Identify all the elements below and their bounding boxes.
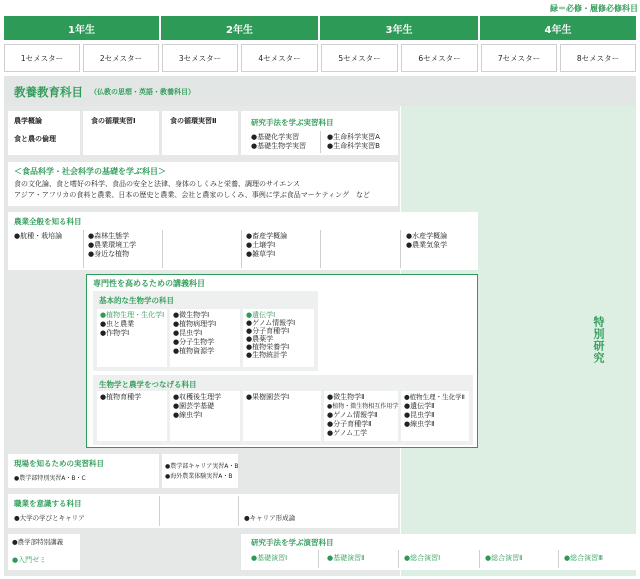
genba-c1: ●農学部特別実習A・B・C (14, 475, 86, 482)
t5-2: ●昆虫学Ⅱ (404, 411, 435, 419)
kenkyu-jisshu-title: 研究手法を学ぶ実習科目 (251, 118, 334, 127)
genba-title: 現場を知るための実習科目 (14, 459, 104, 468)
semester-4: 4セメスター (241, 44, 318, 72)
seimei-kagaku-jisshu-a: ●生命科学実習A (327, 133, 380, 141)
shoku-box (8, 162, 398, 206)
k3-0: ●遺伝学Ⅰ (246, 311, 276, 319)
year-4-header: 4年生 (480, 16, 636, 40)
semester-1: 1セメスター (4, 44, 80, 72)
nogyo-c2-0: ●森林生態学 (88, 232, 130, 240)
kiso-enshu-2: ●基礎演習Ⅱ (327, 554, 365, 562)
semester-2: 2セメスター (83, 44, 159, 72)
k1-1: ●虫と農業 (100, 320, 135, 328)
kiso-kagaku-jisshu: ●基礎化学実習 (251, 133, 300, 141)
shokugyo-divider-2 (238, 496, 239, 526)
t2-0: ●収穫後生理学 (173, 393, 222, 401)
nogyo-c4-1: ●土壌学Ⅰ (246, 241, 276, 249)
nogyo-divider-3 (241, 230, 242, 268)
kiso-seibutsu-jisshu: ●基礎生物学実習 (251, 142, 307, 150)
row1-cell-3 (162, 111, 238, 155)
k3-5: ●生物統計学 (246, 351, 288, 359)
t4-0: ●微生物学Ⅱ (327, 393, 365, 401)
semester-7: 7セメスター (481, 44, 557, 72)
last-cell-1 (8, 534, 80, 570)
k3-3: ●農薬学 (246, 335, 274, 343)
row1-divider (320, 131, 321, 153)
t5-1: ●遺伝学Ⅱ (404, 402, 435, 410)
k1-0: ●植物生理・生化学Ⅰ (100, 311, 165, 319)
k2-1: ●植物病理学Ⅰ (173, 320, 217, 328)
seimei-kagaku-jisshu-b: ●生命科学実習B (327, 142, 380, 150)
genba-cell-3 (162, 454, 238, 488)
senmon-title: 専門性を高めるための講義科目 (93, 279, 205, 288)
kiso-enshu-1: ●基礎演習Ⅰ (251, 554, 288, 562)
semester-3: 3セメスター (162, 44, 238, 72)
t5-0: ●植物生理・生化学Ⅱ (404, 393, 465, 401)
k2-2: ●昆虫学Ⅰ (173, 329, 203, 337)
nogyo-c2-2: ●身近な植物 (88, 250, 130, 258)
semester-6: 6セメスター (401, 44, 478, 72)
enshu-divider-4 (558, 550, 559, 568)
tsunagu-title: 生物学と農学をつなげる科目 (99, 380, 197, 389)
kiso-col-1 (97, 309, 167, 367)
shokugyo-c4: ●キャリア形成論 (244, 514, 296, 522)
kyoyo-subtitle: （仏教の思想・英語・教養科目） (90, 88, 195, 96)
legend-text: 緑＝必修・履修必修科目 (550, 4, 638, 13)
enshu-row (241, 534, 636, 570)
junkan-jisshu-1: 食の循環実習Ⅰ (91, 117, 136, 125)
k3-4: ●植物栄養学Ⅰ (246, 343, 290, 351)
k2-0: ●微生物学Ⅰ (173, 311, 210, 319)
t3-0: ●果樹園芸学Ⅰ (246, 393, 290, 401)
shoku-line-1: 食の文化論、食と嗜好の科学、食品の安全と法律、身体のしくみと栄養、調理のサイエンス (14, 180, 301, 188)
nogyo-c2-1: ●農業環境工学 (88, 241, 137, 249)
tokubetsu-kogi: ●農学部特別講義 (12, 538, 64, 546)
kiso-box (93, 291, 318, 371)
nogyo-c1-0: ●航種・栽培論 (14, 232, 63, 240)
t4-4: ●ゲノム工学 (327, 429, 368, 437)
junkan-jisshu-2: 食の循環実習Ⅱ (170, 117, 217, 125)
row1-cell-2 (83, 111, 159, 155)
kyoyo-row (4, 76, 636, 106)
t2-1: ●園芸学基礎 (173, 402, 215, 410)
nogyo-title: 農業全般を知る科目 (14, 217, 82, 226)
nogaku-gairon: 農学概論 (14, 117, 42, 125)
sogo-enshu-1: ●総合演習Ⅰ (404, 554, 441, 562)
genba-cell-1 (8, 454, 159, 488)
enshu-title: 研究手法を学ぶ演習科目 (251, 538, 334, 547)
year-3-header: 3年生 (320, 16, 478, 40)
shokugyo-row (8, 494, 398, 528)
senmon-box (86, 274, 478, 448)
k2-3: ●分子生物学 (173, 338, 215, 346)
nogyo-row (8, 212, 478, 270)
enshu-divider-2 (398, 550, 399, 568)
t4-2: ●ゲノム情報学Ⅱ (327, 411, 378, 419)
shoku-to-no-rinri: 食と農の倫理 (14, 135, 56, 143)
nogyo-divider-2 (162, 230, 163, 268)
tsunagu-col-2 (170, 391, 240, 441)
nogyo-divider-1 (83, 230, 84, 268)
k1-2: ●作物学Ⅰ (100, 329, 130, 337)
nogyo-divider-4 (320, 230, 321, 268)
kiso-col-2 (170, 309, 240, 367)
t2-2: ●線虫学Ⅰ (173, 411, 203, 419)
tokubetsu-kenkyu-label: 特別研究 (592, 316, 605, 364)
nogyo-c4-0: ●畜産学概論 (246, 232, 288, 240)
kyoyo-title: 教養教育科目 (14, 85, 83, 99)
enshu-divider-1 (318, 550, 319, 568)
enshu-divider-3 (479, 550, 480, 568)
nogyo-c4-2: ●雑草学Ⅰ (246, 250, 276, 258)
tsunagu-col-3 (243, 391, 321, 441)
k2-4: ●植物資源学 (173, 347, 215, 355)
t4-3: ●分子育種学Ⅱ (327, 420, 372, 428)
kiso-col-3 (243, 309, 314, 367)
tsunagu-col-1 (97, 391, 167, 441)
genba-c3b: ●海外農業体験実習A・B (165, 473, 233, 480)
tsunagu-col-5 (401, 391, 469, 441)
sogo-enshu-2: ●総合演習Ⅱ (485, 554, 523, 562)
shokugyo-c1: ●大学の学びとキャリア (14, 514, 85, 522)
nogyo-c6-0: ●水産学概論 (406, 232, 448, 240)
k3-2: ●分子育種学Ⅰ (246, 327, 290, 335)
tsunagu-col-4 (324, 391, 398, 441)
shoku-title: ＜食品科学・社会科学の基礎を学ぶ科目＞ (14, 167, 166, 176)
year-1-header: 1年生 (4, 16, 159, 40)
shokugyo-divider-1 (159, 496, 160, 526)
nyumon-zemi: ●入門ゼミ (12, 556, 47, 564)
t4-1: ●植物・微生物相互作用学 (327, 403, 399, 410)
shoku-line-2: アジア・アフリカの食料と農業、日本の歴史と農業、会社と農家のしくみ、事例に学ぶ食品マーケティング など (14, 191, 370, 199)
semester-5: 5セメスター (321, 44, 398, 72)
shokugyo-title: 職業を意識する科目 (14, 499, 82, 508)
nogyo-c6-1: ●農業気象学 (406, 241, 448, 249)
semester-8: 8セメスター (560, 44, 636, 72)
tsunagu-box (93, 375, 473, 445)
genba-c3a: ●農学部キャリア実習A・B (165, 463, 239, 470)
kiso-title: 基本的な生物学の科目 (99, 296, 174, 305)
row1-cell-4 (241, 111, 398, 155)
sogo-enshu-3: ●総合演習Ⅲ (564, 554, 603, 562)
t1-0: ●植物育種学 (100, 393, 142, 401)
year-2-header: 2年生 (161, 16, 318, 40)
t5-3: ●線虫学Ⅱ (404, 420, 435, 428)
row1-cell-1 (8, 111, 80, 155)
nogyo-divider-5 (400, 230, 401, 268)
k3-1: ●ゲノム情報学Ⅰ (246, 319, 296, 327)
